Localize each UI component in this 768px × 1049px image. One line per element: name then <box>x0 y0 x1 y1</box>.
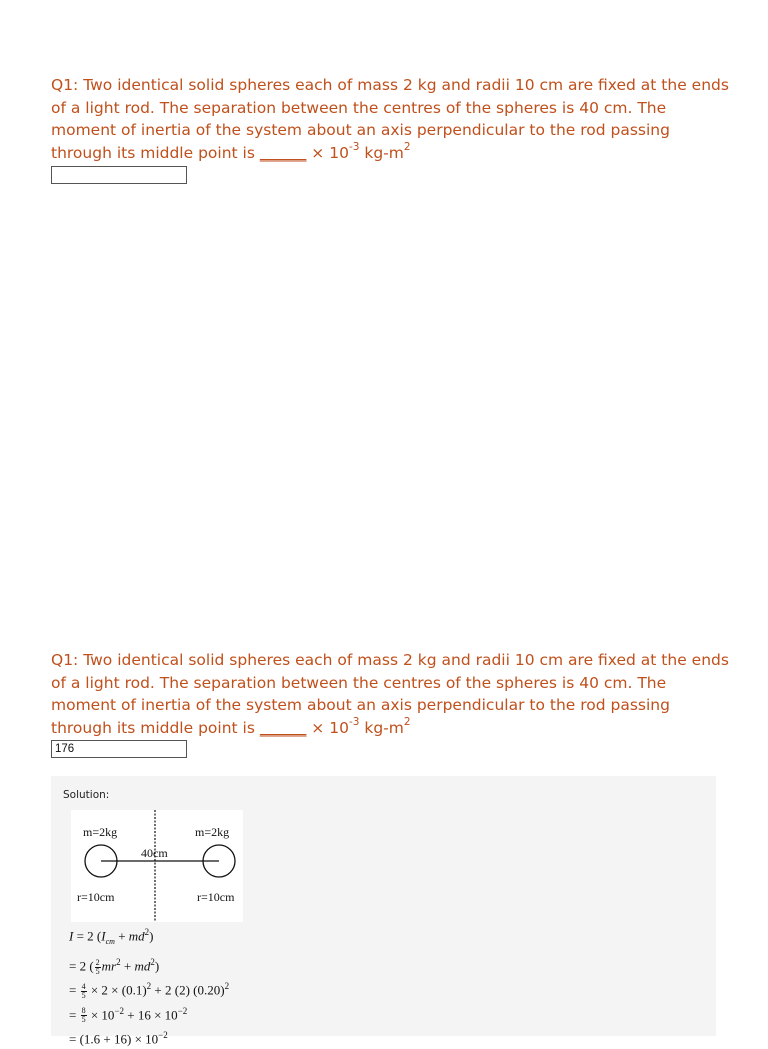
solution-step-5: = $(1.6 + 16) \times 10^{-2}$ <box>69 1029 168 1047</box>
solution-steps <box>69 922 229 1049</box>
question-1-unit-exponent: 2 <box>403 141 411 154</box>
question-2-unit-exponent: 2 <box>403 716 411 729</box>
mass-right-label: m=2kg <box>195 825 230 839</box>
question-2-multiplier: × 10 <box>311 718 349 737</box>
question-2-text: Q1: Two identical solid spheres each of mass 2 kg and radii 10 cm are fixed at the ends of a light rod. The separation between the centres of the spheres is 40 cm. The moment of inertia of the system about an axis perpendicular to the rod passing through its middle point is <box>51 651 729 737</box>
spheres-diagram <box>71 810 243 922</box>
question-1-exponent: -3 <box>348 141 360 154</box>
question-2-blank: ______ <box>259 718 307 737</box>
question-1-text: Q1: Two identical solid spheres each of mass 2 kg and radii 10 cm are fixed at the ends of a light rod. The separation between the centres of the spheres is 40 cm. The moment of inertia of the system about an axis perpendicular to the rod passing through its middle point is <box>51 76 729 162</box>
answer-input-2[interactable]: 176 <box>51 740 187 758</box>
solution-panel <box>51 776 716 1047</box>
question-2-exponent: -3 <box>348 716 360 729</box>
radius-right-label: r=10cm <box>197 890 235 904</box>
solution-step-4: = $\frac{8}{5}$ × $10^{-2} + 16 \times 10^{-2}$ <box>69 1005 188 1025</box>
question-1-blank: ______ <box>259 143 307 162</box>
solution-step-2: = 2 ( $\frac{2}{5}$ $mr^2 + md^2$) <box>69 956 160 976</box>
question-2 <box>51 649 731 739</box>
question-2-unit: kg-m <box>364 718 404 737</box>
mass-left-label: m=2kg <box>83 825 118 839</box>
radius-left-label: r=10cm <box>77 890 115 904</box>
solution-label: Solution: <box>63 789 110 801</box>
spheres-diagram-svg <box>71 810 243 922</box>
separation-label: 40cm <box>141 846 168 860</box>
question-1 <box>51 74 731 164</box>
question-1-unit: kg-m <box>364 143 404 162</box>
solution-step-1: I = 2 $(I_{cm} + md^2)$ <box>69 927 154 946</box>
question-1-multiplier: × 10 <box>311 143 349 162</box>
solution-step-3: = $\frac{4}{5}$ × $2 \times (0.1)^2 + 2$ (2) $(0.20)^2$ <box>69 981 230 1001</box>
answer-input-1[interactable] <box>51 166 187 184</box>
